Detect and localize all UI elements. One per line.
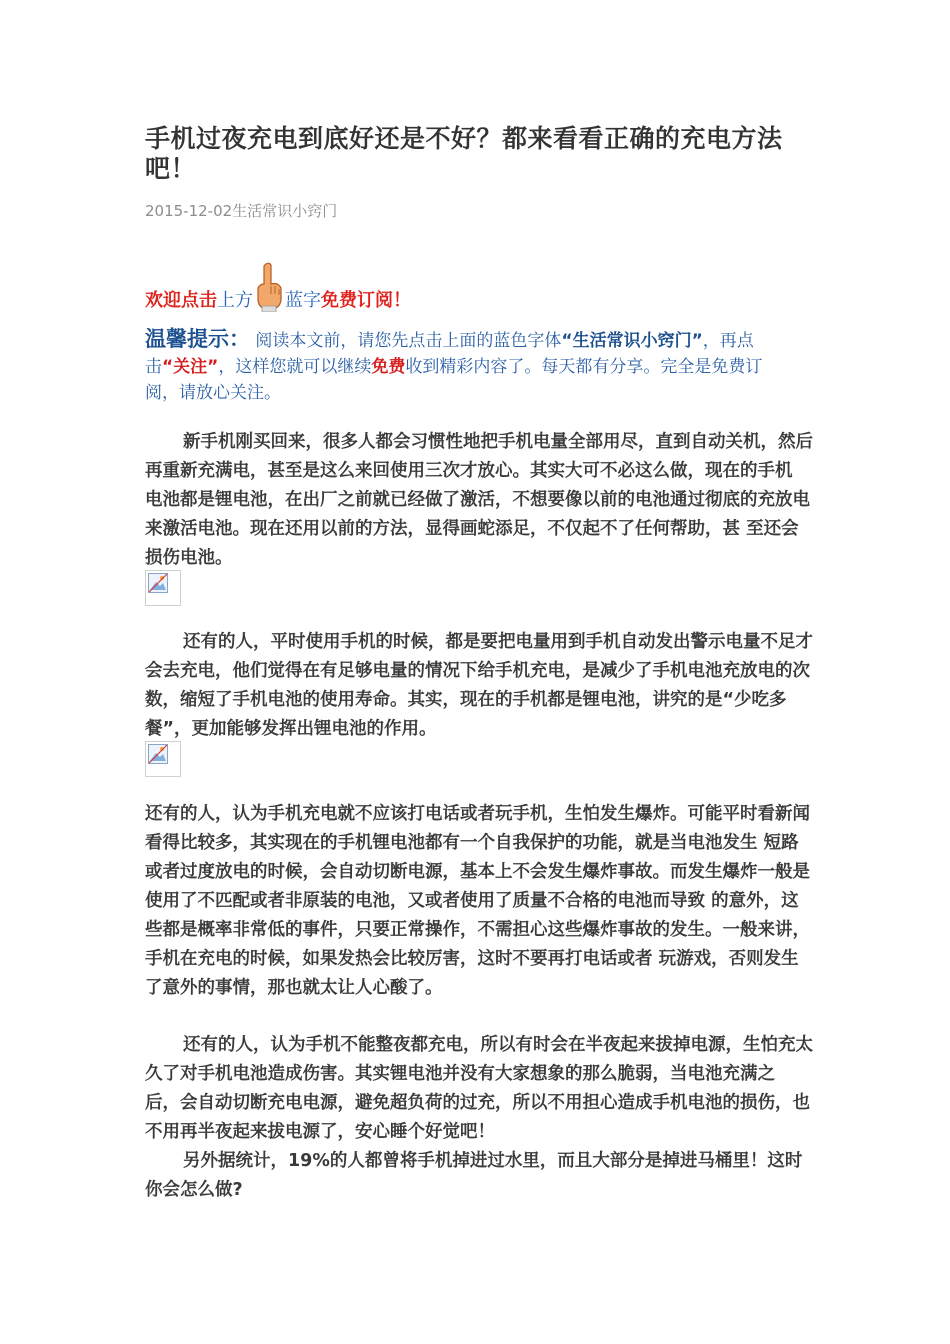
paragraph-5: 另外据统计，19%的人都曾将手机掉进过水里，而且大部分是掉进马桶里！这时你会怎么做? [145,1151,803,1200]
article-date: 2015-12-02 [145,202,233,220]
paragraph-1: 新手机刚买回来，很多人都会习惯性地把手机电量全部用尽，直到自动关机，然后再重新充满电，甚至是这么来回使用三次才放心。其实大可不必这么做，现在的手机 电池都是锂电池，在出厂之前就已经做了激活，不想要像以前的电池通过彻底的充放电来激活电池。现在还用以前的方法，显得画蛇添足，不仅起不了任何帮助，甚 至还会损伤电池。 [145,432,813,568]
broken-image-icon [145,570,181,606]
article-meta [145,200,337,221]
tip-account-name: “生活常识小窍门” [561,331,703,351]
tip-text-5: ，这样您就可以继续 [218,357,372,377]
welcome-text-2: 上方 [217,290,253,311]
tip-label: 温馨提示： [145,327,250,351]
tip-text-7: 收到精彩内容了。每天都有分享。完全是免费订阅，请放心关注。 [145,357,763,403]
paragraph-3: 还有的人，认为手机充电就不应该打电话或者玩手机，生怕发生爆炸。可能平时看新闻看得比较多，其实现在的手机锂电池都有一个自我保护的功能，就是当电池发生 短路或者过度放电的时候，会自动切断电源，基本上不会发生爆炸事故。而发生爆炸一般是使用了不匹配或者非原装的电池，又或者使用了质量不合格的电池而导致 的意外，这些都是概率非常低的事件，只要正常操作，不需担心这些爆炸事故的发生。一般来讲，手机在充电的时候，如果发热会比较厉害，这时不要再打电话或者 玩游戏，否则发生了意外的事情，那也就太让人心酸了。 [145,804,810,998]
tip-box [145,326,785,406]
tip-text-3: ，再点击 [145,331,754,377]
welcome-text-3[interactable]: 蓝字 [285,290,321,311]
pointing-hand-icon [254,262,284,312]
paragraph-4: 还有的人，认为手机不能整夜都充电，所以有时会在半夜起来拔掉电源，生怕充太久了对手机电池造成伤害。其实锂电池并没有大家想象的那么脆弱，当电池充满之 后，会自动切断充电电源，避免超负荷的过充，所以不用担心造成手机电池的损伤，也不用再半夜起来拔电源了，安心睡个好觉吧！ [145,1035,813,1142]
tip-follow: “关注” [162,357,219,377]
paragraph-2: 还有的人，平时使用手机的时候，都是要把电量用到手机自动发出警示电量不足才会去充电，他们觉得在有足够电量的情况下给手机充电，是减少了手机电池充放电的次数，缩短了手机电池的使用寿命。其实，现在的手机都是锂电池，讲究的是“少吃多餐”，更加能够发挥出锂电池的作用。 [145,632,813,739]
welcome-banner [145,262,411,312]
article-source[interactable]: 生活常识小窍门 [232,202,338,220]
article-title: 手机过夜充电到底好还是不好？都来看看正确的充电方法吧！ [145,124,783,183]
tip-text-1: 阅读本文前，请您先点击上面的蓝色字体 [255,331,562,351]
tip-free: 免费 [371,357,406,377]
broken-image-icon [145,741,181,777]
welcome-text-4: 免费订阅！ [321,290,411,311]
welcome-text-1: 欢迎点击 [145,290,217,311]
